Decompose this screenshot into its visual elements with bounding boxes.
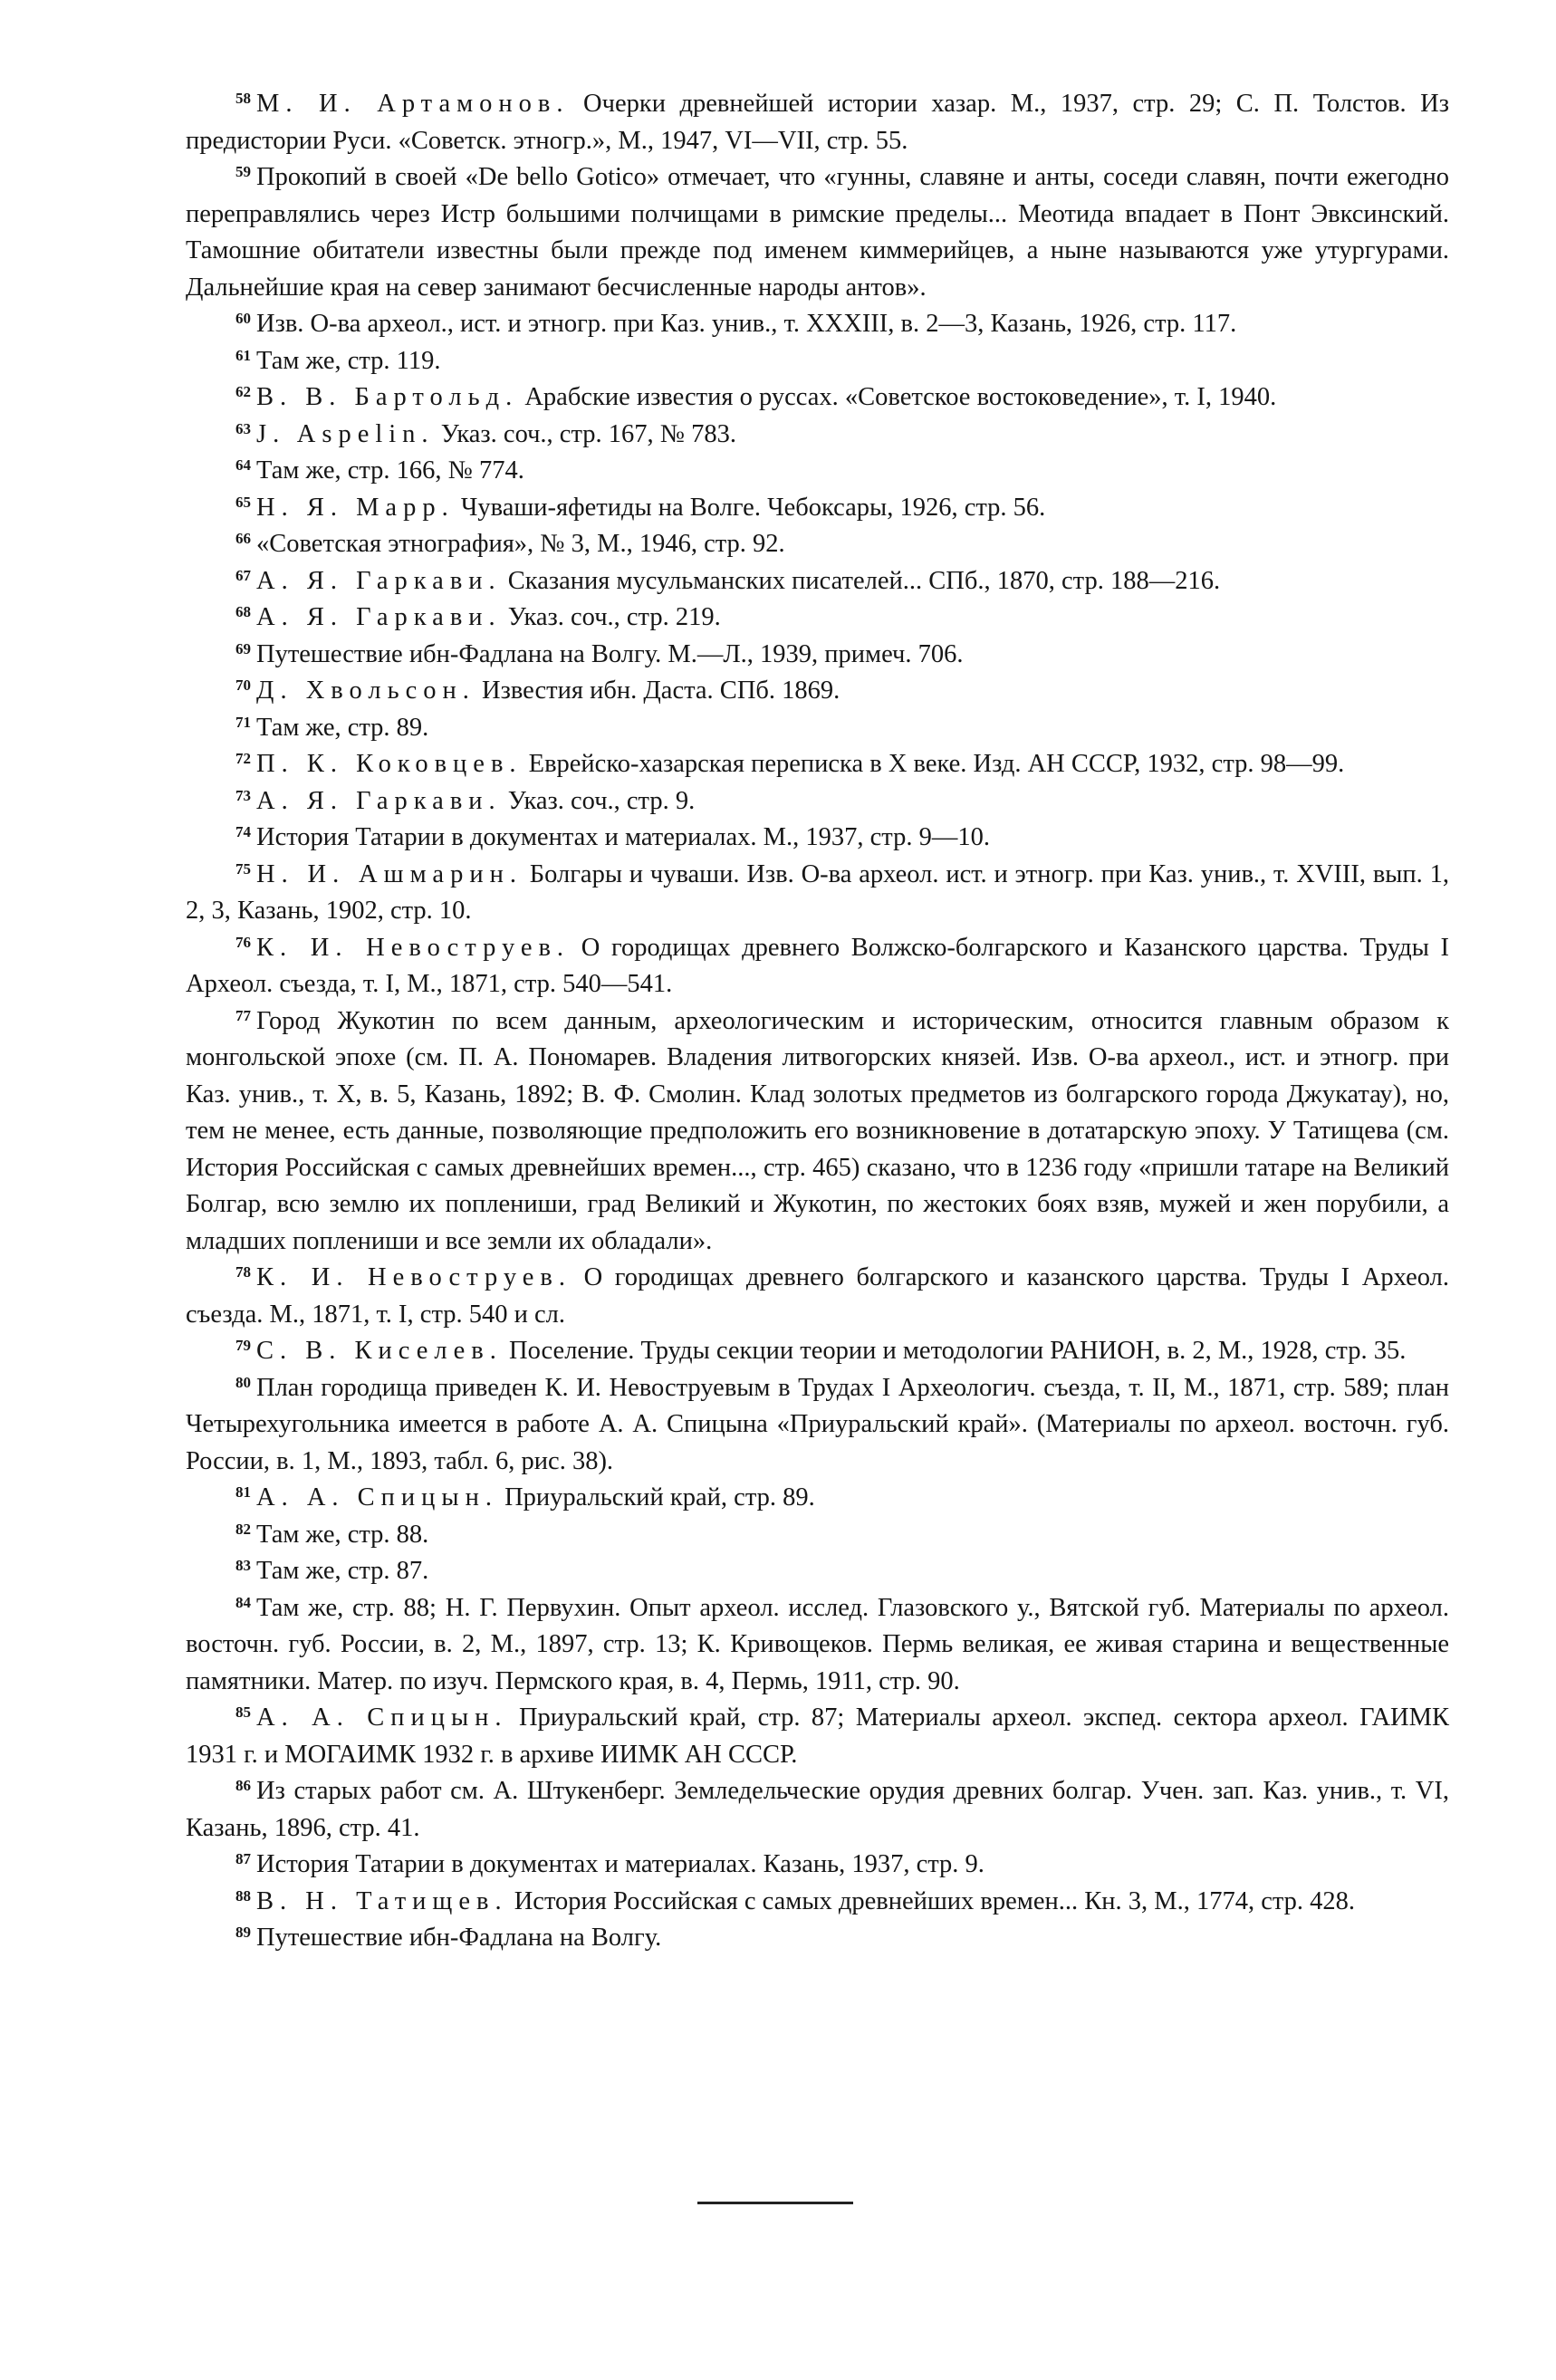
footnote-number: 78 [235,1263,251,1281]
footnote-number: 61 [235,346,251,364]
footnote-text: История Татарии в документах и материалах. М., 1937, стр. 9—10. [256,823,990,851]
footnote-number: 67 [235,566,251,584]
footnote-number: 84 [235,1593,251,1611]
footnote-76 [186,930,1449,1003]
footnote-number: 71 [235,713,251,731]
footnote-number: 69 [235,639,251,657]
footnote-author: Д. Хвольсон. [256,677,475,705]
footnote-number: 82 [235,1520,251,1538]
footnote-text: История Российская с самых древнейших времен... Кн. 3, М., 1774, стр. 428. [507,1886,1356,1915]
footnote-author: М. И. Артамонов. [256,90,570,118]
footnote-61 [186,343,1449,380]
footnote-text: Там же, стр. 166, № 774. [256,456,524,485]
footnote-text: Арабские известия о руссах. «Советское востоковедение», т. I, 1940. [518,383,1277,411]
footnote-58 [186,86,1449,159]
footnote-86 [186,1773,1449,1847]
footnote-number: 73 [235,786,251,804]
footnote-number: 74 [235,823,251,840]
footnote-69 [186,637,1449,674]
footnote-81 [186,1480,1449,1517]
footnote-text: Приуральский край, стр. 89. [497,1483,815,1511]
footnote-87 [186,1847,1449,1884]
footnote-text: Путешествие ибн-Фадлана на Волгу. М.—Л., 1939, примеч. 706. [256,639,964,668]
footnote-88 [186,1884,1449,1921]
footnote-list [186,86,1449,1957]
footnote-number: 86 [235,1777,251,1794]
footnote-author: Н. Я. Марр. [256,493,455,522]
footnote-text: Приуральский край, стр. 87; Материалы археол. экспед. сектора археол. ГАИМК 1931 г. и МОГАИМК 1932 г. в архиве ИИМК АН СССР. [186,1703,1449,1769]
footnote-number: 85 [235,1703,251,1721]
footnote-text: Из старых работ см. А. Штукенберг. Земледельческие орудия древних болгар. Учен. зап. Каз. унив., т. VI, Казань, 1896, стр. 41. [186,1777,1449,1842]
footnote-number: 77 [235,1006,251,1024]
footnote-author: В. В. Бартольд. [256,383,519,411]
footnote-text: Поселение. Труды секции теории и методологии РАНИОН, в. 2, М., 1928, стр. 35. [502,1337,1407,1365]
footnote-85 [186,1700,1449,1773]
footnote-73 [186,783,1449,821]
footnote-text: Указ. соч., стр. 219. [501,603,721,631]
footnote-author: В. Н. Татищев. [256,1886,508,1915]
footnote-59 [186,159,1449,306]
footnote-number: 68 [235,603,251,620]
footnote-number: 65 [235,493,251,511]
footnote-text: Указ. соч., стр. 167, № 783. [434,419,736,448]
footnote-74 [186,820,1449,857]
footnote-author: К. И. Невоструев. [256,933,571,962]
footnote-80 [186,1370,1449,1481]
footnote-text: Город Жукотин по всем данным, археологическим и историческим, относится главным образом к монгольской эпохе (см. П. А. Пономарев. Владения литвогорских князей. Изв. О-ва археол., ист. и этногр. при Каз. унив., т. X, в. 5, Казань, 1892; В. Ф. Смолин. Клад золотых предметов из болгарского города Джукатау), но, тем не менее, есть данные, позволяющие предположить его возникновение в дотатарскую эпоху. У Татищева (см. История Российская с самых древнейших времен..., стр. 465) сказано, что в 1236 году «пришли татаре на Великий Болгар, всю землю их поплениши, град Великий и Жукотин, по жестоких боях взяв, мужей и жен порубили, а младших поплениши и все земли их обладали». [186,1006,1449,1255]
footnote-text: О городищах древнего болгарского и казанского царства. Труды I Археол. съезда. М., 1871, т. I, стр. 540 и сл. [186,1263,1449,1329]
footnote-67 [186,563,1449,600]
footnote-number: 88 [235,1886,251,1905]
footnote-72 [186,746,1449,783]
footnote-text: Очерки древнейшей истории хазар. М., 1937, стр. 29; С. П. Толстов. Из предистории Руси. «Советск. этногр.», М., 1947, VI—VII, стр. 55. [186,90,1449,155]
footnote-70 [186,673,1449,710]
footnote-text: Там же, стр. 119. [256,346,441,375]
footnote-author: А. Я. Гаркави. [256,786,502,815]
footnote-75 [186,857,1449,930]
footnote-64 [186,453,1449,490]
footnote-text: Изв. О-ва археол., ист. и этногр. при Каз. унив., т. XXXIII, в. 2—3, Казань, 1926, стр. 117. [256,310,1237,338]
footnote-text: Там же, стр. 88. [256,1520,429,1549]
footnote-text: План городища приведен К. И. Невоструевым в Трудах I Археологич. съезда, т. II, М., 1871, стр. 589; план Четырехугольника имеется в работе А. А. Спицына «Приуральский край». (Материалы по археол. восточн. губ. России, в. 1, М., 1893, табл. 6, рис. 38). [186,1373,1449,1475]
footnote-number: 87 [235,1850,251,1867]
footnote-text: Чуваши-яфетиды на Волге. Чебоксары, 1926, стр. 56. [454,493,1046,522]
footnote-text: Указ. соч., стр. 9. [501,786,696,815]
footnote-text: Там же, стр. 88; Н. Г. Первухин. Опыт археол. исслед. Глазовского у., Вятской губ. Материалы по археол. восточн. губ. России, в. 2, М., 1897, стр. 13; К. Кривощеков. Пермь великая, ее живая старина и вещественные памятники. Матер. по изуч. Пермского края, в. 4, Пермь, 1911, стр. 90. [186,1593,1449,1695]
footnote-number: 76 [235,933,251,951]
footnote-author: К. И. Невоструев. [256,1263,571,1291]
footnote-number: 81 [235,1483,251,1501]
footnote-62 [186,379,1449,417]
end-rule [697,2202,853,2204]
footnotes-page [186,86,1449,1957]
footnote-number: 59 [235,163,251,180]
footnote-77 [186,1003,1449,1261]
footnote-text: Известия ибн. Даста. СПб. 1869. [475,677,840,705]
footnote-number: 72 [235,750,251,767]
footnote-82 [186,1517,1449,1554]
footnote-text: «Советская этнография», № 3, М., 1946, стр. 92. [256,530,785,558]
footnote-number: 75 [235,859,251,878]
footnote-author: А. А. Спицын. [256,1703,508,1732]
footnote-number: 62 [235,383,251,400]
footnote-author: А. Я. Гаркави. [256,603,502,631]
footnote-author: А. А. Спицын. [256,1483,498,1511]
footnote-71 [186,710,1449,747]
footnote-text: О городищах древнего Волжско-болгарского и Казанского царства. Труды I Археол. съезда, т. I, М., 1871, стр. 540—541. [186,933,1449,998]
footnote-number: 89 [235,1924,251,1941]
footnote-text: Еврейско-хазарская переписка в X веке. Изд. АН СССР, 1932, стр. 98—99. [522,750,1345,778]
footnote-65 [186,490,1449,527]
footnote-84 [186,1590,1449,1701]
footnote-79 [186,1333,1449,1370]
footnote-author: Н. И. Ашмарин. [256,859,523,888]
footnote-number: 70 [235,677,251,694]
footnote-text: Там же, стр. 89. [256,713,429,742]
footnote-text: Сказания мусульманских писателей... СПб., 1870, стр. 188—216. [501,566,1221,595]
footnote-number: 58 [235,90,251,107]
footnote-number: 80 [235,1373,251,1391]
footnote-number: 63 [235,419,251,437]
footnote-number: 79 [235,1337,251,1354]
footnote-63 [186,417,1449,454]
footnote-text: Болгары и чуваши. Изв. О-ва археол. ист. и этногр. при Каз. унив., т. XVIII, вып. 1, 2, 3, Казань, 1902, стр. 10. [186,859,1449,925]
footnote-author: А. Я. Гаркави. [256,566,502,595]
footnote-number: 60 [235,310,251,327]
footnote-number: 66 [235,530,251,547]
footnote-60 [186,306,1449,343]
footnote-text: История Татарии в документах и материалах. Казань, 1937, стр. 9. [256,1850,985,1878]
footnote-number: 64 [235,456,251,474]
footnote-89 [186,1920,1449,1957]
footnote-author: С. В. Киселев. [256,1337,503,1365]
footnote-text: Там же, стр. 87. [256,1557,429,1585]
footnote-78 [186,1260,1449,1333]
footnote-68 [186,600,1449,637]
footnote-66 [186,526,1449,563]
footnote-text: Путешествие ибн-Фадлана на Волгу. [256,1924,662,1952]
footnote-author: П. К. Коковцев. [256,750,523,778]
footnote-text: Прокопий в своей «De bello Gotico» отмечает, что «гунны, славяне и анты, соседи славян, почти ежегодно переправлялись через Истр большими полчищами в римские пределы... Меотида впадает в Понт Эвксинский. Тамошние обитатели известны были прежде под именем киммерийцев, а ныне называются уже утургурами. Дальнейшие края на север занимают бесчисленные народы антов». [186,163,1449,302]
footnote-author: J. Aspelin. [256,419,435,448]
footnote-83 [186,1553,1449,1590]
footnote-number: 83 [235,1557,251,1574]
